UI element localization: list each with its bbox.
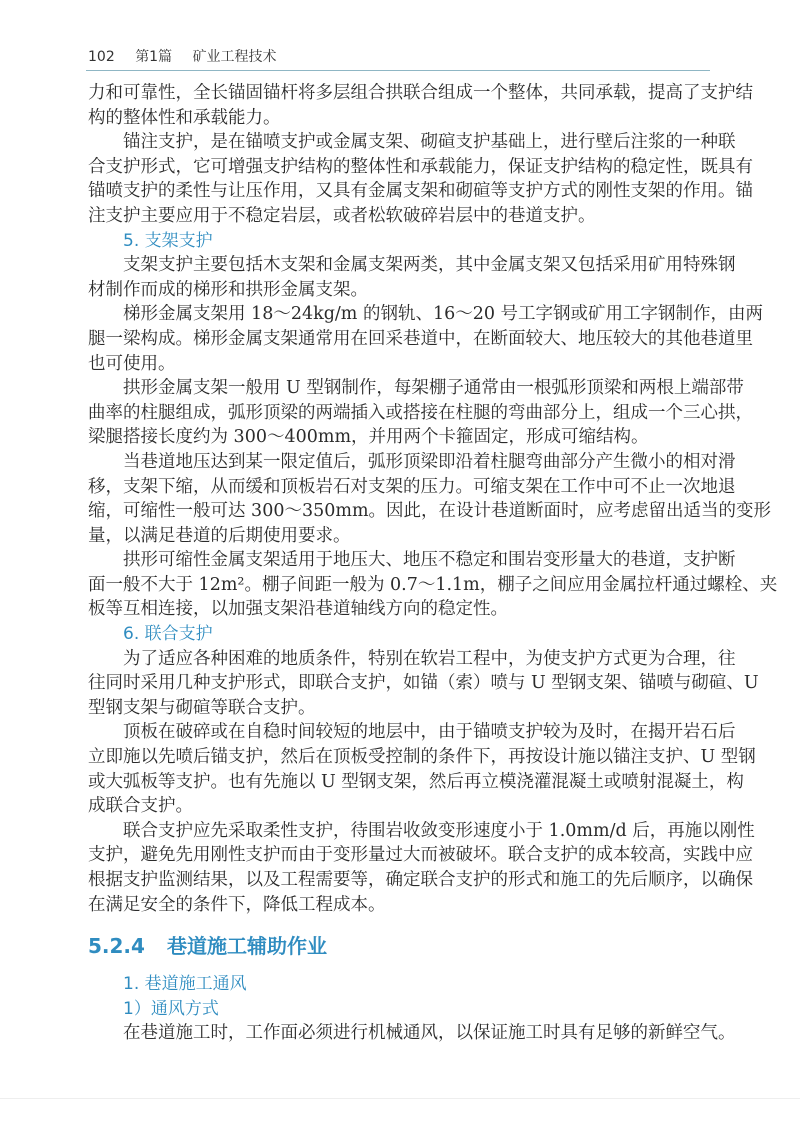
text-line: 往同时采用几种支护形式，即联合支护，如锚（索）喷与 U 型钢支架、锚喷与砌碹、U: [88, 673, 759, 694]
page-number: 102: [88, 49, 115, 65]
paragraph: [88, 548, 778, 622]
paragraph: [88, 81, 753, 130]
text-line: 顶板在破碎或在自稳时间较短的地层中，由于锚喷支护较为及时，在揭开岩石后: [123, 722, 736, 743]
text-line: 成联合支护。: [88, 796, 193, 817]
subsection-heading: 6. 联合支护: [123, 624, 213, 645]
text-line: 梯形金属支架用 18～24kg/m 的钢轨、16～20 号工字钢或矿用工字钢制作，由两: [123, 304, 764, 325]
text-line: 梁腿搭接长度约为 300～400mm，并用两个卡箍固定，形成可缩结构。: [88, 427, 649, 448]
text-line: 板等互相连接，以加强支架沿巷道轴线方向的稳定性。: [88, 599, 508, 620]
text-line: 支护，避免先用刚性支护而由于变形量过大而被破坏。联合支护的成本较高，实践中应: [88, 845, 753, 866]
text-line: 面一般不大于 12m²。棚子间距一般为 0.7～1.1m，棚子之间应用金属拉杆通过螺栓、夹: [88, 574, 778, 595]
page-body: [88, 81, 778, 1046]
running-header: [88, 46, 708, 70]
section-number: 5.2.4: [88, 934, 145, 959]
text-line: 拱形可缩性金属支架适用于地压大、地压不稳定和围岩变形量大的巷道，支护断: [123, 550, 736, 571]
text-line: 联合支护应先采取柔性支护，待围岩收敛变形速度小于 1.0mm/d 后，再施以刚性: [123, 820, 755, 841]
text-line: 支架支护主要包括木支架和金属支架两类，其中金属支架又包括采用矿用特殊钢: [123, 255, 736, 276]
paragraph: [88, 302, 764, 376]
text-line: 材制作而成的梯形和拱形金属支架。: [88, 279, 368, 300]
text-line: 构的整体性和承载能力。: [88, 107, 281, 128]
paragraph: [88, 720, 756, 818]
text-line: 合支护形式，它可增强支护结构的整体性和承载能力，保证支护结构的稳定性，既具有: [88, 156, 753, 177]
paragraph: [88, 130, 753, 228]
text-line: 锚喷支护的柔性与让压作用，又具有金属支架和砌碹等支护方式的刚性支架的作用。锚: [88, 181, 753, 202]
book-title: 矿业工程技术: [192, 49, 277, 65]
part-label: 第1篇: [135, 49, 173, 65]
section-heading: [88, 933, 708, 959]
page-edge: [0, 1098, 800, 1099]
subsection-heading: 1. 巷道施工通风: [123, 974, 247, 995]
paragraph: [88, 819, 755, 917]
text-line: 拱形金属支架一般用 U 型钢制作，每架棚子通常由一根弧形顶梁和两根上端部带: [123, 378, 744, 399]
paragraph: [88, 1021, 736, 1046]
paragraph: [88, 253, 736, 302]
text-line: 根据支护监测结果，以及工程需要等，确定联合支护的形式和施工的先后顺序，以确保: [88, 870, 753, 890]
text-line: 锚注支护，是在锚喷支护或金属支架、砌碹支护基础上，进行壁后注浆的一种联: [123, 132, 736, 153]
text-line: 型钢支架与砌碹等联合支护。: [88, 697, 316, 718]
text-line: 腿一梁构成。梯形金属支架通常用在回采巷道中，在断面较大、地压较大的其他巷道里: [88, 328, 753, 349]
text-line: 或大弧板等支护。也有先施以 U 型钢支架，然后再立模浇灌混凝土或喷射混凝土，构: [88, 771, 744, 792]
text-line: 当巷道地压达到某一限定值后，弧形顶梁即沿着柱腿弯曲部分产生微小的相对滑: [123, 451, 736, 472]
paragraph: [88, 647, 759, 721]
text-line: 也可使用。: [88, 353, 176, 374]
text-line: 力和可靠性，全长锚固锚杆将多层组合拱联合组成一个整体，共同承载，提高了支护结: [88, 83, 753, 103]
text-line: 立即施以先喷后锚支护，然后在顶板受控制的条件下，再按设计施以锚注支护、U 型钢: [88, 747, 756, 768]
text-line: 在巷道施工时，工作面必须进行机械通风，以保证施工时具有足够的新鲜空气。: [123, 1023, 736, 1044]
text-line: 在满足安全的条件下，降低工程成本。: [88, 894, 386, 915]
text-line: 曲率的柱腿组成，弧形顶梁的两端插入或搭接在柱腿的弯曲部分上，组成一个三心拱，: [88, 402, 753, 423]
paragraph: [88, 376, 753, 450]
section-title: 巷道施工辅助作业: [166, 934, 327, 959]
subsection-heading: 1）通风方式: [123, 998, 219, 1019]
text-line: 量，以满足巷道的后期使用要求。: [88, 525, 351, 546]
subsection-heading: 5. 支架支护: [123, 230, 213, 251]
text-line: 移，支架下缩，从而缓和顶板岩石对支架的压力。可缩支架在工作中可不止一次地退: [88, 476, 736, 497]
text-line: 为了适应各种困难的地质条件，特别在软岩工程中，为使支护方式更为合理，往: [123, 648, 736, 669]
text-line: 注支护主要应用于不稳定岩层，或者松软破碎岩层中的巷道支护。: [88, 205, 596, 226]
header-rule: [86, 70, 710, 71]
text-line: 缩，可缩性一般可达 300～350mm。因此，在设计巷道断面时，应考虑留出适当的变形: [88, 501, 772, 522]
paragraph: [88, 450, 772, 548]
